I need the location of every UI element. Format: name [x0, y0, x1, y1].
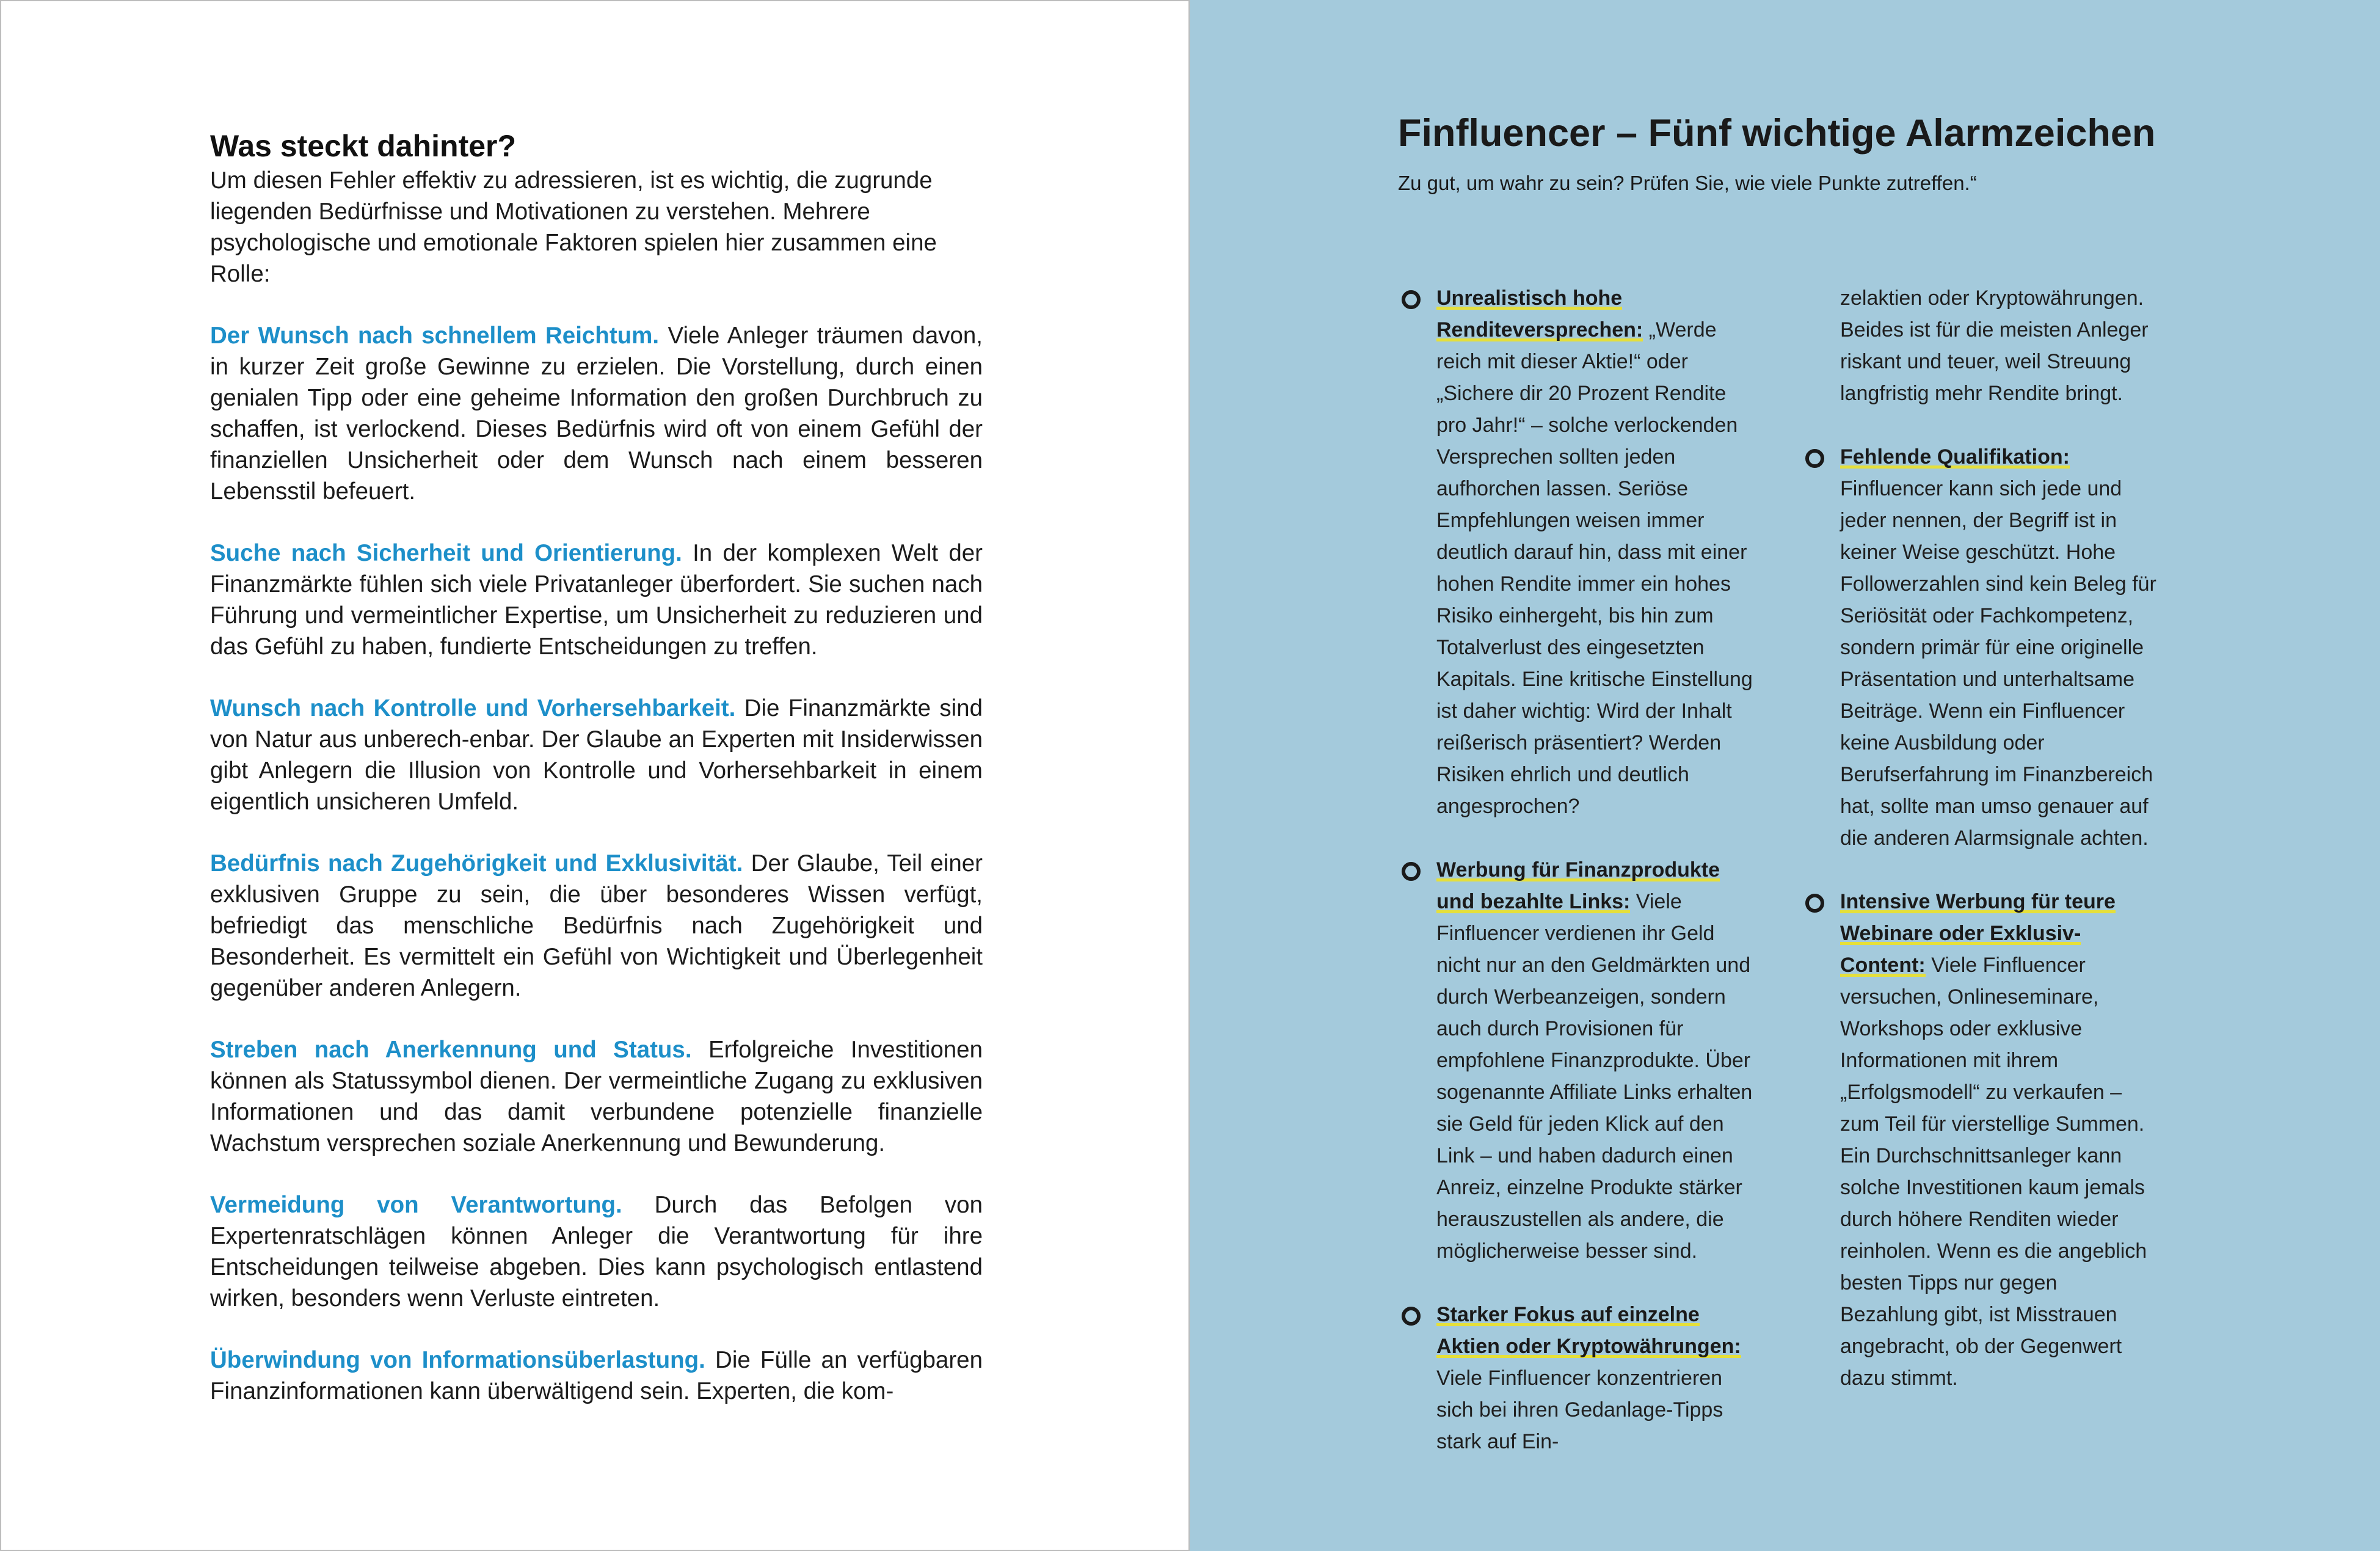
paragraph-lead: Wunsch nach Kontrolle und Vorhersehbarkeit.	[210, 695, 736, 721]
paragraph-text: Die Finanzmärkte sind von Natur aus unberech-enbar. Der Glaube an Experten mit Insiderwissen gibt Anlegern die Illusion von Kontrolle und Vorhersehbarkeit in einem eigentlich unsicheren Umfeld.	[210, 695, 983, 815]
paragraph-kontrolle	[210, 693, 983, 817]
paragraph-zugehoerigkeit	[210, 848, 983, 1004]
checklist-column-2	[1840, 282, 2158, 1426]
paragraph-text: Die Fülle an verfügbaren Finanzinformationen kann überwältigend sein. Experten, die kom-	[210, 1347, 983, 1404]
item-text: Viele Finfluencer verdienen ihr Geld nicht nur an den Geldmärkten und durch Werbeanzeigen, sondern auch durch Provisionen für empfohlene Finanzprodukte. Über sogenannte Affiliate Links erhalten sie Geld für jeden Klick auf den Link – und haben dadurch einen Anreiz, einzelne Produkte stärker herauszustellen als andere, die möglicherweise besser sind.	[1436, 890, 1753, 1263]
checklist-item	[1840, 441, 2158, 854]
checklist-item-continuation: zelaktien oder Kryptowährungen. Beides ist für die meisten Anleger riskant und teuer, weil Streuung langfristig mehr Rendite bringt.	[1840, 286, 2149, 405]
paragraph-text: Erfolgreiche Investitionen können als Statussymbol dienen. Der vermeintliche Zugang zu exklusiven Informationen und das damit verbundene potenzielle finanzielle Wachstum versprechen soziale Anerkennung und Bewunderung.	[210, 1037, 983, 1156]
circle-bullet-icon	[1402, 862, 1421, 881]
item-text: Viele Finfluencer konzentrieren sich bei ihren Gedanlage-Tipps stark auf Ein-	[1436, 1367, 1723, 1453]
item-text: „Werde reich mit dieser Aktie!“ oder „Sichere dir 20 Prozent Rendite pro Jahr!“ – solche verlockenden Versprechen sollten jeden aufhorchen lassen. Seriöse Empfehlungen weisen immer deutlich darauf hin, dass mit einer hohen Rendite immer ein hohes Risiko einhergeht, bis hin zum Totalverlust des eingesetzten Kapitals. Eine kritische Einstellung ist daher wichtig: Wird der Inhalt reißerisch präsentiert? Werden Risiken ehrlich und deutlich angesprochen?	[1436, 318, 1753, 818]
item-lead: Intensive Werbung für teure Webinare oder Exklusiv-Content:	[1840, 890, 2116, 977]
paragraph-lead: Streben nach Anerkennung und Status.	[210, 1037, 692, 1063]
circle-bullet-icon	[1805, 894, 1824, 913]
item-lead: Starker Fokus auf einzelne Aktien oder Kryptowährungen:	[1436, 1303, 1741, 1358]
paragraph-lead: Überwindung von Informationsüberlastung.	[210, 1347, 705, 1373]
checklist-column-1	[1436, 282, 1754, 1489]
item-lead: Fehlende Qualifikation:	[1840, 445, 2070, 469]
checklist-item	[1436, 282, 1754, 822]
item-lead: Unrealistisch hohe Renditeversprechen:	[1436, 286, 1643, 341]
paragraph-text: In der komplexen Welt der Finanzmärkte fühlen sich viele Privatanleger überfordert. Sie suchen nach Führung und vermeintlicher Expertise, um Unsicherheit zu reduzieren und das Gefühl zu haben, fundierte Entscheidungen zu treffen.	[210, 540, 983, 660]
paragraph-reichtum	[210, 320, 983, 507]
item-text: Viele Finfluencer versuchen, Onlineseminare, Workshops oder exklusive Informationen mit ihrem „Erfolgsmodell“ zu verkaufen – zum Teil für vierstellige Summen. Ein Durchschnittsanleger kann solche Investitionen kaum jemals durch höhere Renditen wieder reinholen. Wenn es die angeblich besten Tipps nur gegen Bezahlung gibt, ist Misstrauen angebracht, ob der Gegenwert dazu stimmt.	[1840, 954, 2147, 1390]
paragraph-lead: Der Wunsch nach schnellem Reichtum.	[210, 323, 660, 349]
paragraph-informationsueberlastung	[210, 1345, 983, 1407]
paragraph-text: Durch das Befolgen von Expertenratschlägen können Anleger die Verantwortung für ihre Entscheidungen teilweise abgeben. Dies kann psychologisch entlastend wirken, besonders wenn Verluste eintreten.	[210, 1192, 983, 1312]
checklist-item	[1436, 854, 1754, 1267]
item-lead: Werbung für Finanzprodukte und bezahlte Links:	[1436, 858, 1720, 913]
box-title: Finfluencer – Fünf wichtige Alarmzeichen	[1398, 112, 2156, 155]
circle-bullet-icon	[1805, 449, 1824, 468]
paragraph-text: Der Glaube, Teil einer exklusiven Gruppe zu sein, die über besonderes Wissen verfügt, befriedigt das menschliche Bedürfnis nach Zugehörigkeit und Besonderheit. Es vermittelt ein Gefühl von Wichtigkeit und Überlegenheit gegenüber anderen Anlegern.	[210, 850, 983, 1001]
left-text-column	[210, 127, 983, 1407]
checklist-item	[1436, 1299, 1754, 1458]
checklist-item	[1840, 886, 2158, 1394]
item-text: Finfluencer kann sich jede und jeder nennen, der Begriff ist in keiner Weise geschützt. Hohe Followerzahlen sind kein Beleg für Seriösität oder Fachkompetenz, sondern primär für eine originelle Präsentation und unterhaltsame Beiträge. Wenn ein Finfluencer keine Ausbildung oder Berufserfahrung im Finanzbereich hat, sollte man umso genauer auf die anderen Alarmsignale achten.	[1840, 477, 2156, 850]
circle-bullet-icon	[1402, 1307, 1421, 1326]
paragraph-lead: Suche nach Sicherheit und Orientierung.	[210, 540, 682, 566]
section-heading: Was steckt dahinter?	[210, 129, 517, 163]
paragraph-anerkennung	[210, 1034, 983, 1159]
right-page-info-box	[1190, 0, 2380, 1551]
intro-paragraph: Um diesen Fehler effektiv zu adressieren, ist es wichtig, die zugrunde liegenden Bedürfnisse und Motivationen zu verstehen. Mehrere psychologische und emotionale Faktoren spielen hier zusammen eine Rolle:	[210, 167, 937, 287]
circle-bullet-icon	[1402, 290, 1421, 309]
paragraph-sicherheit	[210, 538, 983, 662]
paragraph-text: Viele Anleger träumen davon, in kurzer Zeit große Gewinne zu erzielen. Die Vorstellung, durch einen genialen Tipp oder eine geheime Information den großen Durchbruch zu schaffen, ist verlockend. Dieses Bedürfnis wird oft von einem Gefühl der finanziellen Unsicherheit oder dem Wunsch nach einem besseren Lebensstil befeuert.	[210, 323, 983, 505]
paragraph-verantwortung	[210, 1189, 983, 1314]
paragraph-lead: Bedürfnis nach Zugehörigkeit und Exklusivität.	[210, 850, 743, 877]
paragraph-lead: Vermeidung von Verantwortung.	[210, 1192, 622, 1218]
box-subtitle: Zu gut, um wahr zu sein? Prüfen Sie, wie viele Punkte zutreffen.“	[1398, 172, 1977, 194]
